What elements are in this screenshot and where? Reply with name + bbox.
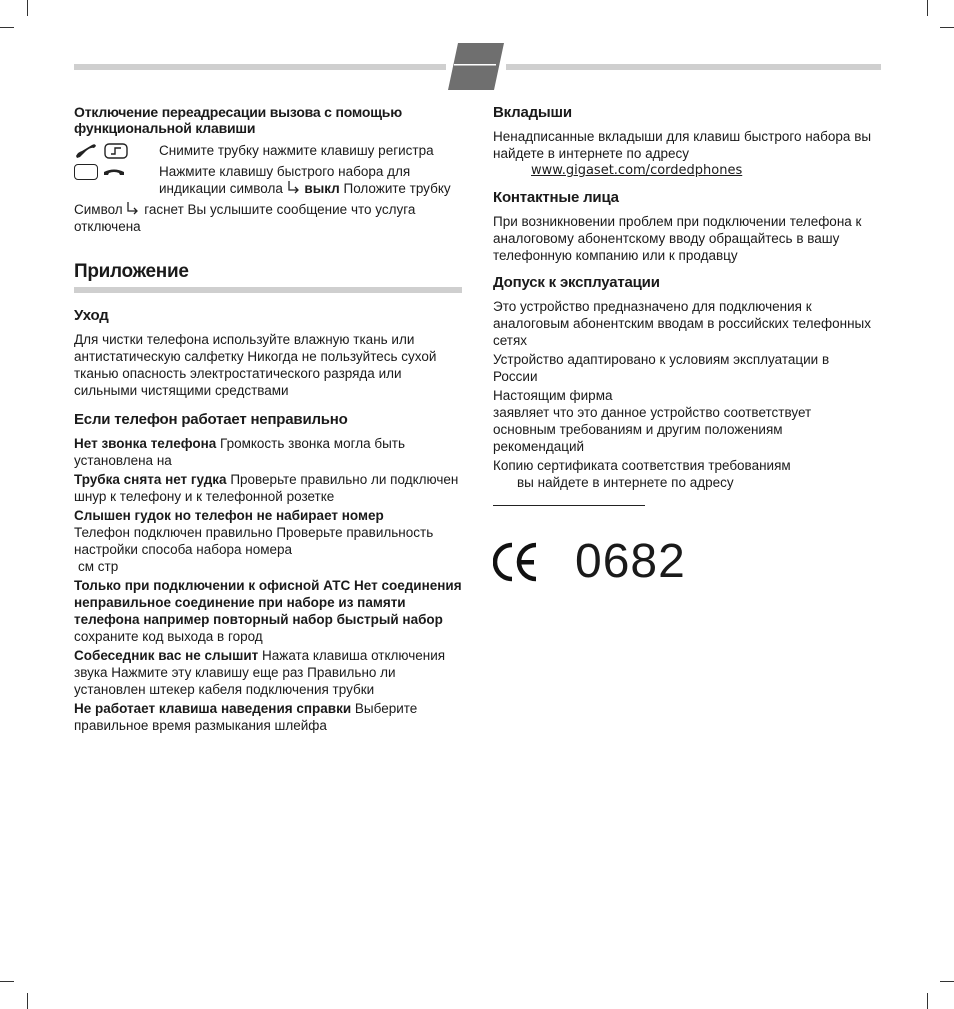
crop-mark: [0, 981, 14, 982]
recall-key-icon: [104, 143, 128, 159]
left-column: [74, 104, 462, 736]
crop-mark: [0, 27, 14, 28]
ce-mark-icon: [493, 542, 539, 582]
header-bar-right: [506, 64, 881, 70]
trouble-item-text: Телефон подключен правильно Проверьте правильность настройки способа набора номера: [74, 525, 434, 557]
care-heading: Уход: [74, 307, 109, 324]
call-forward-icon: [287, 181, 301, 194]
approval-text: заявляет что это данное устройство соответствует основным требованиям и другим положениям рекомендаций: [493, 405, 812, 454]
crop-mark: [927, 993, 928, 1009]
trouble-item: Не работает клавиша наведения справки Выберите правильное время размыкания шлейфа: [74, 701, 418, 733]
approval-text: вы найдете в интернете по адресу: [517, 475, 734, 490]
approval-text: Настоящим фирма: [493, 388, 613, 403]
instruction-row: [74, 163, 462, 197]
trouble-item: Только при подключении к офисной АТС Нет соединения неправильное соединение при наборе из памяти телефона например повторный набор быстрый набор сохраните код выхода в город: [74, 578, 462, 644]
inserts-text: Ненадписанные вкладыши для клавиш быстрого набора вы найдете в интернете по адресу: [493, 129, 872, 161]
crop-mark: [940, 27, 954, 28]
footnote-rule: [493, 505, 645, 506]
icon-cell: [74, 142, 159, 159]
call-forward-off-heading: Отключение переадресации вызова с помощью функциональной клавиши: [74, 104, 402, 136]
section-rule: [74, 287, 462, 293]
inserts-heading: Вкладыши: [493, 104, 572, 121]
trouble-item: Трубка снята нет гудка Проверьте правильно ли подключен шнур к телефону и к телефонной розетке: [74, 472, 459, 504]
instruction-row: [74, 142, 462, 159]
approval-text: Копию сертификата соответствия требованиям: [493, 458, 791, 473]
crop-mark: [27, 993, 28, 1009]
symbol-note: Символ гаснет Вы услышите сообщение что услуга отключена: [74, 202, 416, 234]
notified-body-number: 0682: [575, 535, 686, 588]
page-tab: [448, 43, 504, 90]
crop-mark: [927, 0, 928, 16]
care-text: Для чистки телефона используйте влажную ткань или антистатическую салфетку Никогда не пользуйтесь сухой тканью опасность электростатического разряда или сильными чистящими средствами: [74, 332, 437, 398]
speed-dial-key-icon: [74, 164, 98, 180]
troubleshooting-heading: Если телефон работает неправильно: [74, 411, 348, 428]
crop-mark: [940, 981, 954, 982]
right-column: [493, 104, 873, 586]
trouble-item: Нет звонка телефона Громкость звонка могла быть установлена на: [74, 436, 405, 468]
approval-text: Это устройство предназначено для подключения к аналоговым абонентским вводам в российских телефонных сетях: [493, 299, 871, 348]
contacts-heading: Контактные лица: [493, 189, 619, 206]
trouble-item: Слышен гудок но телефон не набирает номер: [74, 508, 384, 523]
contacts-text: При возникновении проблем при подключении телефона к аналоговому абонентскому вводу обращайтесь в вашу телефонную компанию или к продавцу: [493, 214, 862, 263]
trouble-item: Собеседник вас не слышит Нажата клавиша отключения звука Нажмите эту клавишу еще раз Правильно ли установлен штекер кабеля подключения трубки: [74, 648, 446, 697]
call-forward-icon: [126, 202, 140, 215]
crop-mark: [27, 0, 28, 16]
approval-text: Устройство адаптировано к условиям эксплуатации в России: [493, 352, 830, 384]
page-reference: см стр: [78, 559, 119, 574]
header-bar-left: [74, 64, 446, 70]
icon-cell: [74, 163, 159, 197]
appendix-heading: Приложение: [74, 261, 189, 282]
handset-lift-icon: [74, 143, 100, 159]
inserts-link[interactable]: www.gigaset.com/cordedphones: [531, 163, 743, 178]
ce-marking: [493, 535, 873, 588]
instruction-text: Снимите трубку нажмите клавишу регистра: [159, 143, 434, 158]
instruction-text: Нажмите клавишу быстрого набора для индикации символа выкл Положите трубку: [159, 164, 451, 196]
handset-hangup-icon: [102, 164, 126, 180]
approval-heading: Допуск к эксплуатации: [493, 274, 660, 291]
